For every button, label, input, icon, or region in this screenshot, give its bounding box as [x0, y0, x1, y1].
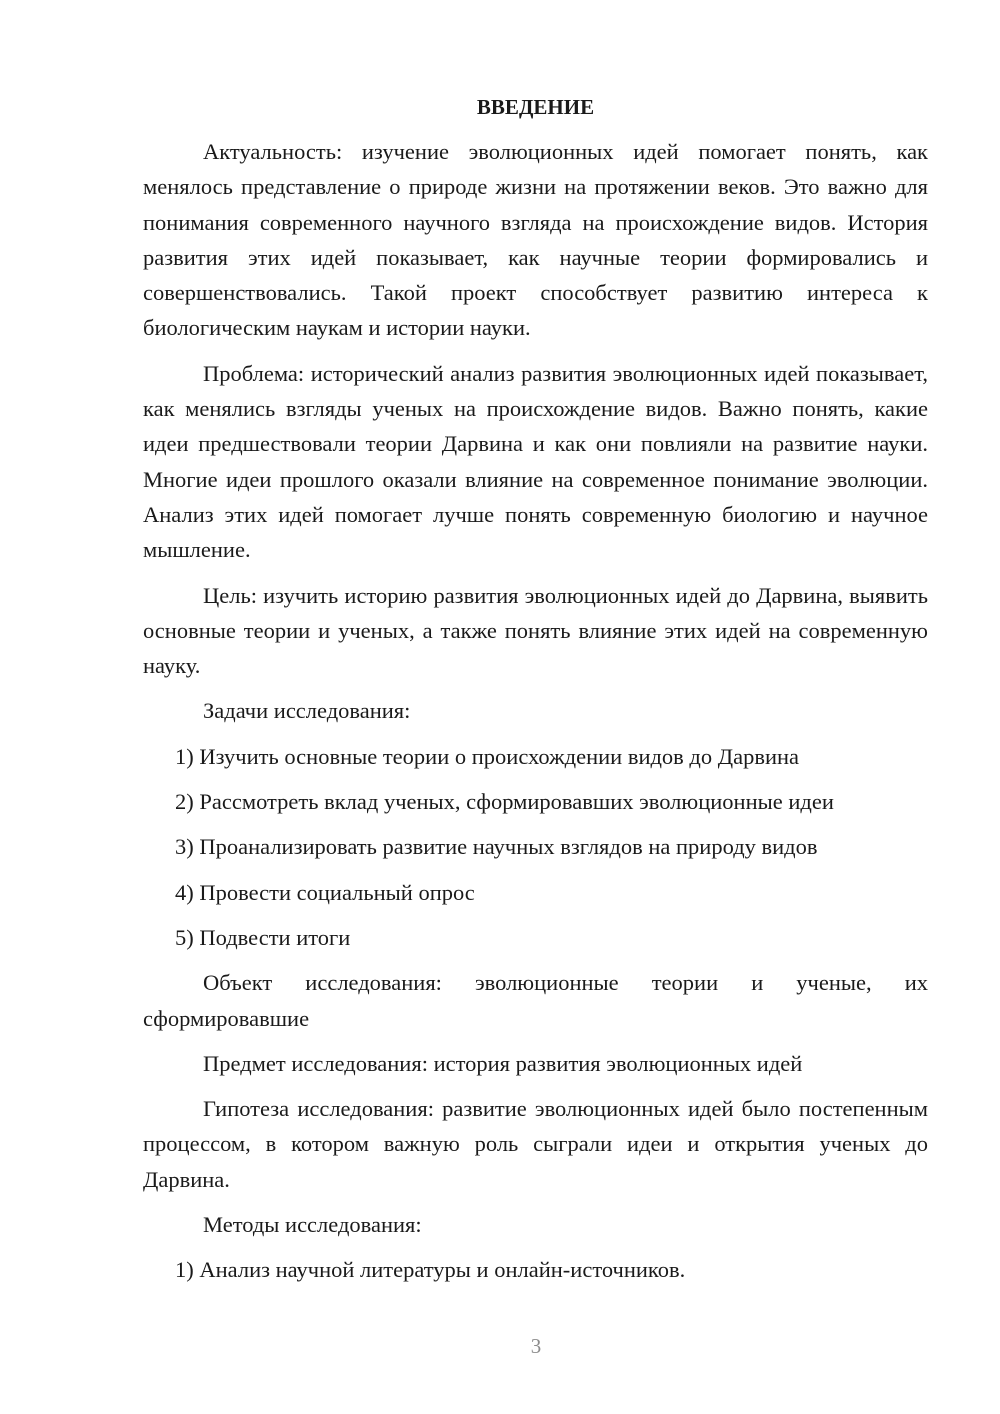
methods-list: [143, 1252, 928, 1287]
list-item: 1) Анализ научной литературы и онлайн-источников.: [175, 1257, 686, 1283]
list-item: 1) Изучить основные теории о происхождении видов до Дарвина: [175, 743, 800, 769]
relevance-paragraph: Актуальность: изучение эволюционных идей помогает понять, как менялось представление о природе жизни на протяжении веков. Это важно для понимания современного научного взгляда на происхождение видов. История развития этих идей показывает, как научные теории формировались и совершенствовались. Такой проект способствует развитию интереса к биологическим наукам и истории науки.: [143, 139, 928, 341]
list-item: 4) Провести социальный опрос: [175, 879, 475, 905]
list-item: 2) Рассмотреть вклад ученых, сформировавших эволюционные идеи: [175, 789, 834, 815]
list-item: 3) Проанализировать развитие научных взглядов на природу видов: [175, 834, 818, 860]
list-item: 5) Подвести итоги: [175, 924, 351, 950]
page-title: ВВЕДЕНИЕ: [476, 95, 595, 119]
problem-paragraph: Проблема: исторический анализ развития эволюционных идей показывает, как менялись взгляды ученых на происхождение видов. Важно понять, какие идеи предшествовали теории Дарвина и как они повлияли на развитие науки. Многие идеи прошлого оказали влияние на современное понимание эволюции. Анализ этих идей помогает лучше понять современную биологию и научное мышление.: [143, 360, 928, 563]
page-number: 3: [530, 1334, 542, 1358]
hypothesis-paragraph: Гипотеза исследования: развитие эволюционных идей было постепенным процессом, в котором важную роль сыграли идеи и открытия ученых до Дарвина.: [143, 1096, 928, 1192]
tasks-list: [143, 739, 928, 955]
methods-heading: Методы исследования:: [203, 1212, 422, 1238]
subject-paragraph: Предмет исследования: история развития эволюционных идей: [203, 1050, 803, 1076]
goal-paragraph: Цель: изучить историю развития эволюционных идей до Дарвина, выявить основные теории и ученых, а также понять влияние этих идей на современную науку.: [143, 582, 928, 679]
object-paragraph: Объект исследования: эволюционные теории и ученые, их сформировавшие: [143, 970, 928, 1031]
tasks-heading: Задачи исследования:: [203, 698, 411, 724]
document-page: [143, 92, 928, 1298]
